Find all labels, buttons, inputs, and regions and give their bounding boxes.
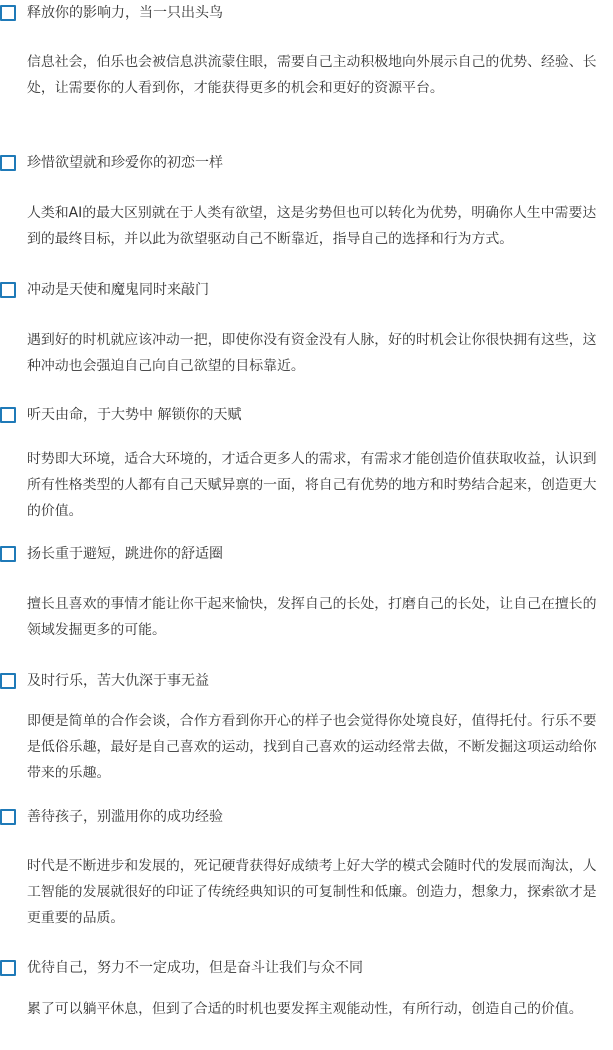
todo-description: 擅长且喜欢的事情才能让你干起来愉快，发挥自己的长处，打磨自己的长处，让自己在擅长的领域发掘更多的可能。: [27, 596, 597, 638]
todo-description: 信息社会，伯乐也会被信息洪流蒙住眼，需要自己主动积极地向外展示自己的优势、经验、长处，让需要你的人看到你，才能获得更多的机会和更好的资源平台。: [27, 54, 597, 96]
todo-title: 听天由命，于大势中 解锁你的天赋: [27, 407, 242, 423]
todo-item-8: [0, 955, 613, 1017]
todo-item-7: [0, 804, 613, 926]
todo-description: 遇到好的时机就应该冲动一把，即使你没有资金没有人脉，好的时机会让你很快拥有这些，这种冲动也会强迫自己向自己欲望的目标靠近。: [27, 332, 597, 374]
todo-header: [0, 668, 613, 694]
todo-item-3: [0, 277, 613, 374]
checkbox-icon[interactable]: [0, 673, 16, 689]
todo-description: 时代是不断进步和发展的，死记硬背获得好成绩考上好大学的模式会随时代的发展而淘汰，人工智能的发展就很好的印证了传统经典知识的可复制性和低廉。创造力，想象力，探索欲才是更重要的品质。: [27, 858, 597, 926]
checkbox-icon[interactable]: [0, 407, 16, 423]
todo-title: 及时行乐，苦大仇深于事无益: [27, 673, 209, 689]
todo-description: 累了可以躺平休息，但到了合适的时机也要发挥主观能动性，有所行动，创造自己的价值。: [27, 1001, 583, 1017]
checkbox-icon[interactable]: [0, 282, 16, 298]
todo-title: 珍惜欲望就和珍爱你的初恋一样: [27, 155, 223, 171]
todo-header: [0, 150, 613, 176]
todo-item-6: [0, 668, 613, 781]
todo-header: [0, 402, 613, 428]
todo-item-5: [0, 541, 613, 638]
todo-description: 时势即大环境，适合大环境的，才适合更多人的需求，有需求才能创造价值获取收益，认识到所有性格类型的人都有自己天赋异禀的一面，将自己有优势的地方和时势结合起来，创造更大的价值。: [27, 451, 597, 519]
todo-title: 扬长重于避短，跳进你的舒适圈: [27, 546, 223, 562]
todo-header: [0, 541, 613, 567]
todo-item-4: [0, 402, 613, 519]
checkbox-icon[interactable]: [0, 960, 16, 976]
todo-title: 冲动是天使和魔鬼同时来敲门: [27, 282, 209, 298]
todo-description: 即便是简单的合作会谈，合作方看到你开心的样子也会觉得你处境良好，值得托付。行乐不要是低俗乐趣，最好是自己喜欢的运动，找到自己喜欢的运动经常去做，不断发掘这项运动给你带来的乐趣。: [27, 713, 597, 781]
todo-item-2: [0, 150, 613, 247]
todo-header: [0, 0, 613, 26]
checkbox-icon[interactable]: [0, 546, 16, 562]
todo-item-1: [0, 0, 613, 96]
todo-header: [0, 804, 613, 830]
todo-title: 善待孩子，别滥用你的成功经验: [27, 809, 223, 825]
todo-title: 释放你的影响力，当一只出头鸟: [27, 5, 223, 21]
todo-description: 人类和AI的最大区别就在于人类有欲望，这是劣势但也可以转化为优势，明确你人生中需要达到的最终目标，并以此为欲望驱动自己不断靠近，指导自己的选择和行为方式。: [27, 205, 597, 247]
todo-title: 优待自己，努力不一定成功，但是奋斗让我们与众不同: [27, 960, 363, 976]
checkbox-icon[interactable]: [0, 155, 16, 171]
todo-header: [0, 277, 613, 303]
checkbox-icon[interactable]: [0, 5, 16, 21]
checkbox-icon[interactable]: [0, 809, 16, 825]
todo-header: [0, 955, 613, 981]
